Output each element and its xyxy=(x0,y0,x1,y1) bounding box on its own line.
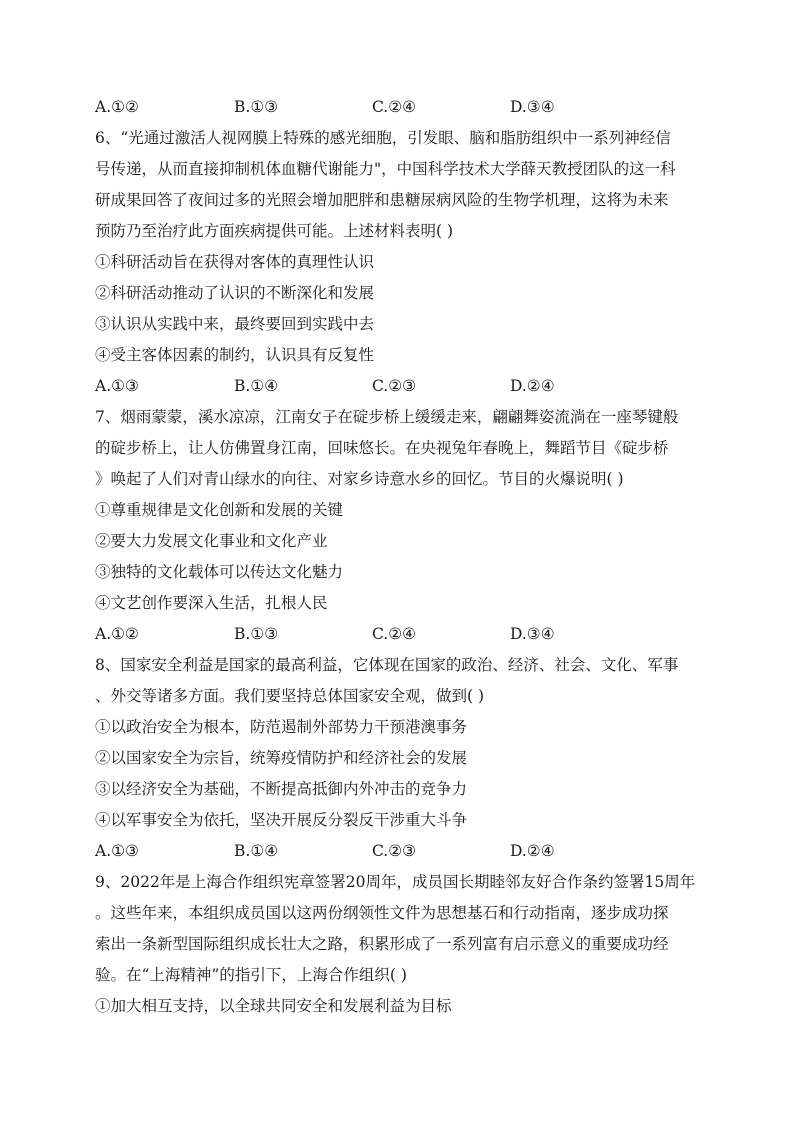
q6-item-4: ④受主客体因素的制约，认识具有反复性 xyxy=(95,346,375,364)
q7-options xyxy=(95,624,705,644)
option-c: C.②③ xyxy=(372,842,417,860)
q8-stem-line-1: 8、国家安全利益是国家的最高利益，它体现在国家的政治、经济、社会、文化、军事 xyxy=(95,656,679,674)
q6-stem-line-1: 6、“光通过激活人视网膜上特殊的感光细胞，引发眼、脑和脂肪组织中一系列神经信 xyxy=(95,129,671,147)
q7-stem-line-3: 》唤起了人们对青山绿水的向往、对家乡诗意水乡的回忆。节目的火爆说明( ) xyxy=(95,470,624,488)
q7-item-4: ④文艺创作要深入生活，扎根人民 xyxy=(95,594,328,612)
option-c: C.②③ xyxy=(372,377,417,395)
q7-item-3: ③独特的文化载体可以传达文化魅力 xyxy=(95,563,344,581)
q6-options xyxy=(95,376,705,396)
prev-question-options xyxy=(95,97,705,117)
q6-stem-line-3: 研成果回答了夜间过多的光照会增加肥胖和患糖尿病风险的生物学机理，这将为未来 xyxy=(95,191,669,209)
option-d: D.②④ xyxy=(510,377,555,395)
option-c: C.②④ xyxy=(372,98,417,116)
q6-stem-line-4: 预防乃至治疗此方面疾病提供可能。上述材料表明( ) xyxy=(95,222,454,240)
q6-item-3: ③认识从实践中来，最终要回到实践中去 xyxy=(95,315,375,333)
q9-stem-line-3: 索出一条新型国际组织成长壮大之路，积累形成了一系列富有启示意义的重要成功经 xyxy=(95,935,669,953)
q7-stem-line-1: 7、烟雨蒙蒙，溪水凉凉，江南女子在碇步桥上缓缓走来，翩翩舞姿流淌在一座琴键般 xyxy=(95,408,679,426)
q6-item-1: ①科研活动旨在获得对客体的真理性认识 xyxy=(95,253,375,271)
q9-stem-line-2: 。这些年来，本组织成员国以这两份纲领性文件为思想基石和行动指南，逐步成功探 xyxy=(95,904,669,922)
option-a: A.①③ xyxy=(95,377,139,395)
option-d: D.③④ xyxy=(510,625,555,643)
q8-item-1: ①以政治安全为根本，防范遏制外部势力干预港澳事务 xyxy=(95,718,468,736)
option-d: D.②④ xyxy=(510,842,555,860)
q8-options xyxy=(95,841,705,861)
option-b: B.①④ xyxy=(234,377,279,395)
option-b: B.①④ xyxy=(234,842,279,860)
q9-stem-line-4: 验。在“上海精神”的指引下，上海合作组织( ) xyxy=(95,966,407,984)
q8-item-3: ③以经济安全为基础，不断提高抵御内外冲击的竞争力 xyxy=(95,780,468,798)
option-d: D.③④ xyxy=(510,98,555,116)
option-a: A.①② xyxy=(95,98,139,116)
q7-item-1: ①尊重规律是文化创新和发展的关键 xyxy=(95,501,344,519)
q6-stem-line-2: 号传递，从而直接抑制机体血糖代谢能力"，中国科学技术大学薛天教授团队的这一科 xyxy=(95,160,676,178)
q8-stem-line-2: 、外交等诸多方面。我们要坚持总体国家安全观，做到( ) xyxy=(95,687,485,705)
q6-item-2: ②科研活动推动了认识的不断深化和发展 xyxy=(95,284,375,302)
q8-item-4: ④以军事安全为依托，坚决开展反分裂反干涉重大斗争 xyxy=(95,811,468,829)
q8-item-2: ②以国家安全为宗旨，统筹疫情防护和经济社会的发展 xyxy=(95,749,468,767)
option-a: A.①② xyxy=(95,625,139,643)
q9-item-1: ①加大相互支持，以全球共同安全和发展利益为目标 xyxy=(95,997,452,1015)
q7-item-2: ②要大力发展文化事业和文化产业 xyxy=(95,532,328,550)
option-b: B.①③ xyxy=(234,98,279,116)
option-b: B.①③ xyxy=(234,625,279,643)
option-a: A.①③ xyxy=(95,842,139,860)
q9-stem-line-1: 9、2022年是上海合作组织宪章签署20周年，成员国长期睦邻友好合作条约签署15周年 xyxy=(95,873,696,891)
q7-stem-line-2: 的碇步桥上，让人仿佛置身江南，回味悠长。在央视兔年春晚上，舞蹈节目《碇步桥 xyxy=(95,439,669,457)
option-c: C.②④ xyxy=(372,625,417,643)
